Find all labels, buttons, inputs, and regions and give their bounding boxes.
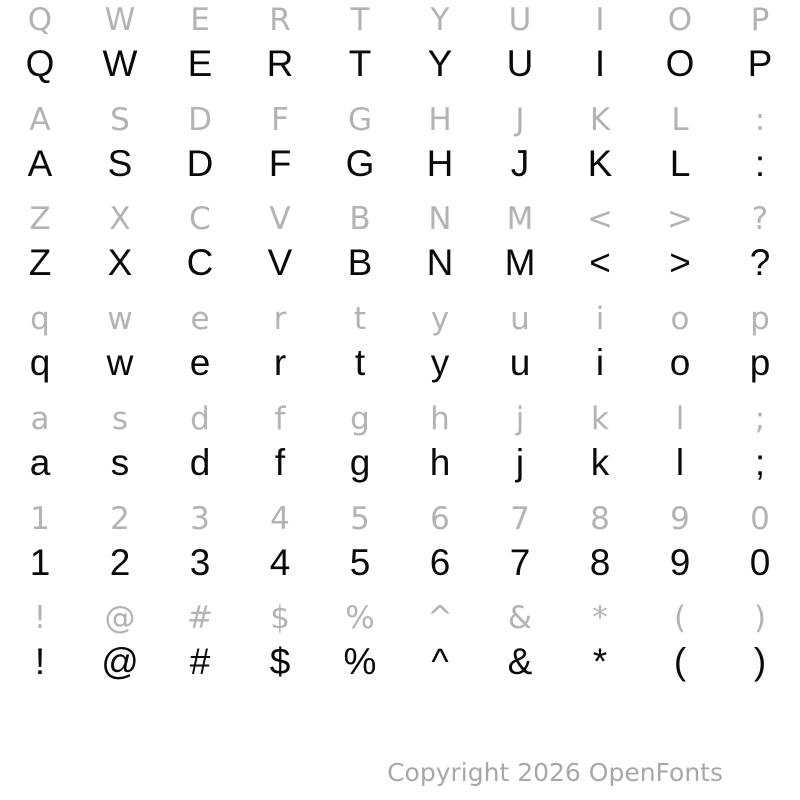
glyph-cell: > xyxy=(667,201,693,238)
glyph-cell: r xyxy=(273,301,287,338)
glyph-row-pair-uppercase-asdf xyxy=(0,100,800,200)
glyph-cell: L xyxy=(671,101,689,138)
glyph-cell: ! xyxy=(34,641,46,683)
glyph-cell: & xyxy=(507,641,533,683)
copyright-text: Copyright 2026 OpenFonts xyxy=(387,758,723,787)
glyph-cell: B xyxy=(349,201,371,238)
glyph-cell: X xyxy=(107,242,133,284)
glyph-cell: C xyxy=(189,201,211,238)
gray-glyph-row-symbols xyxy=(0,600,800,637)
glyph-row-pair-lowercase-asdf xyxy=(0,399,800,499)
black-glyph-row-symbols xyxy=(0,641,800,683)
glyph-cell: w xyxy=(107,301,133,338)
glyph-row-pair-symbols xyxy=(0,598,800,698)
glyph-cell: Y xyxy=(427,43,453,84)
glyph-cell: e xyxy=(189,342,211,384)
glyph-cell: 9 xyxy=(670,500,690,537)
glyph-cell: F xyxy=(271,101,289,138)
glyph-cell: 2 xyxy=(109,541,131,583)
glyph-cell: k xyxy=(590,441,610,483)
glyph-cell: q xyxy=(30,301,50,338)
black-glyph-row-uppercase-asdf xyxy=(0,142,800,184)
glyph-cell: ! xyxy=(33,600,47,637)
glyph-cell: 4 xyxy=(270,500,290,537)
glyph-cell: o xyxy=(669,342,691,384)
glyph-cell: K xyxy=(587,142,613,184)
glyph-cell: 5 xyxy=(349,541,371,583)
glyph-cell: G xyxy=(347,101,373,138)
glyph-cell: E xyxy=(190,2,210,38)
glyph-cell: ( xyxy=(673,641,687,683)
glyph-cell: W xyxy=(104,2,136,38)
glyph-cell: < xyxy=(589,242,611,284)
glyph-cell: 2 xyxy=(110,500,130,537)
glyph-cell: u xyxy=(510,301,530,338)
glyph-cell: U xyxy=(506,43,534,84)
glyph-cell: ; xyxy=(754,400,766,437)
glyph-cell: 4 xyxy=(269,541,291,583)
glyph-cell: S xyxy=(110,101,130,138)
glyph-cell: ( xyxy=(673,600,687,637)
gray-glyph-row-lowercase-qwerty xyxy=(0,301,800,338)
glyph-cell: 7 xyxy=(509,541,531,583)
glyph-cell: J xyxy=(515,101,525,138)
glyph-cell: ) xyxy=(753,641,767,683)
glyph-cell: Z xyxy=(28,242,52,284)
glyph-cell: f xyxy=(274,441,286,483)
glyph-cell: 3 xyxy=(189,541,211,583)
glyph-cell: T xyxy=(348,43,372,84)
glyph-cell: L xyxy=(669,142,691,184)
glyph-cell: N xyxy=(426,242,454,284)
glyph-cell: < xyxy=(587,201,613,238)
glyph-cell: M xyxy=(504,242,536,284)
glyph-row-pair-lowercase-qwerty xyxy=(0,299,800,399)
glyph-cell: @ xyxy=(104,600,136,637)
glyph-cell: K xyxy=(589,101,611,138)
glyph-cell: 8 xyxy=(590,500,610,537)
glyph-cell: ; xyxy=(754,441,766,483)
glyph-cell: V xyxy=(267,242,293,284)
glyph-cell: # xyxy=(187,600,213,637)
glyph-cell: I xyxy=(595,2,605,38)
glyph-cell: B xyxy=(347,242,373,284)
glyph-cell: : xyxy=(754,142,766,184)
gray-glyph-row-uppercase-asdf xyxy=(0,101,800,138)
glyph-cell: y xyxy=(430,342,450,384)
glyph-cell: j xyxy=(515,400,525,437)
glyph-cell: 6 xyxy=(429,541,451,583)
glyph-cell: R xyxy=(266,43,294,84)
glyph-cell: F xyxy=(268,142,292,184)
glyph-cell: V xyxy=(269,201,291,238)
glyph-cell: U xyxy=(508,2,532,38)
glyph-cell: O xyxy=(667,2,693,38)
glyph-cell: g xyxy=(349,441,371,483)
glyph-cell: ? xyxy=(749,242,771,284)
glyph-cell: $ xyxy=(269,641,291,683)
glyph-cell: N xyxy=(428,201,452,238)
glyph-cell: I xyxy=(594,43,606,84)
glyph-cell: J xyxy=(510,142,530,184)
glyph-cell: X xyxy=(109,201,131,238)
glyph-cell: A xyxy=(27,142,53,184)
black-glyph-row-uppercase-qwerty xyxy=(0,45,800,82)
glyph-cell: Q xyxy=(27,2,53,38)
glyph-cell: o xyxy=(670,301,690,338)
glyph-cell: h xyxy=(429,441,451,483)
glyph-cell: P xyxy=(750,2,770,38)
glyph-cell: ^ xyxy=(427,600,453,637)
glyph-cell: H xyxy=(428,101,452,138)
glyph-cell: R xyxy=(269,2,291,38)
glyph-cell: f xyxy=(274,400,286,437)
black-glyph-row-uppercase-zxcv xyxy=(0,242,800,284)
glyph-cell: % xyxy=(343,641,377,683)
gray-glyph-row-uppercase-qwerty xyxy=(0,2,800,38)
glyph-cell: 6 xyxy=(430,500,450,537)
glyph-cell: Y xyxy=(430,2,450,38)
glyph-cell: p xyxy=(750,301,770,338)
glyph-cell: ^ xyxy=(431,641,449,683)
glyph-cell: k xyxy=(591,400,609,437)
glyph-cell: u xyxy=(509,342,531,384)
glyph-row-pair-uppercase-zxcv xyxy=(0,199,800,299)
glyph-cell: l xyxy=(675,400,685,437)
glyph-cell: @ xyxy=(101,641,139,683)
glyph-cell: w xyxy=(106,342,134,384)
glyph-cell: 0 xyxy=(749,541,771,583)
gray-glyph-row-uppercase-zxcv xyxy=(0,201,800,238)
glyph-cell: H xyxy=(426,142,454,184)
glyph-cell: 8 xyxy=(589,541,611,583)
glyph-cell: W xyxy=(102,43,138,84)
glyph-cell: & xyxy=(507,600,533,637)
glyph-cell: Z xyxy=(29,201,51,238)
glyph-cell: g xyxy=(350,400,370,437)
glyph-cell: D xyxy=(188,101,212,138)
glyph-cell: A xyxy=(29,101,51,138)
glyph-cell: t xyxy=(353,301,367,338)
glyph-cell: j xyxy=(515,441,525,483)
glyph-cell: ? xyxy=(751,201,769,238)
glyph-cell: h xyxy=(430,400,450,437)
glyph-cell: O xyxy=(665,43,695,84)
glyph-cell: a xyxy=(29,441,51,483)
gray-glyph-row-digits xyxy=(0,500,800,537)
glyph-cell: s xyxy=(110,441,130,483)
black-glyph-row-digits xyxy=(0,541,800,583)
glyph-cell: D xyxy=(186,142,214,184)
glyph-cell: # xyxy=(189,641,211,683)
glyph-cell: 5 xyxy=(350,500,370,537)
glyph-cell: S xyxy=(107,142,133,184)
glyph-cell: * xyxy=(592,641,608,683)
glyph-cell: P xyxy=(747,43,773,84)
black-glyph-row-lowercase-qwerty xyxy=(0,342,800,384)
glyph-cell: p xyxy=(749,342,771,384)
glyph-cell: e xyxy=(190,301,210,338)
glyph-cell: E xyxy=(187,43,213,84)
glyph-cell: C xyxy=(186,242,214,284)
glyph-cell: s xyxy=(111,400,129,437)
glyph-cell: 7 xyxy=(510,500,530,537)
glyph-cell: a xyxy=(30,400,50,437)
glyph-cell: $ xyxy=(270,600,290,637)
gray-glyph-row-lowercase-asdf xyxy=(0,400,800,437)
glyph-cell: i xyxy=(595,301,605,338)
glyph-cell: % xyxy=(345,600,375,637)
glyph-cell: 3 xyxy=(190,500,210,537)
glyph-cell: Q xyxy=(25,43,55,84)
glyph-cell: 1 xyxy=(29,541,51,583)
glyph-cell: i xyxy=(595,342,605,384)
glyph-cell: r xyxy=(273,342,287,384)
glyph-cell: d xyxy=(189,441,211,483)
glyph-cell: 1 xyxy=(30,500,50,537)
glyph-cell: ) xyxy=(753,600,767,637)
glyph-cell: q xyxy=(29,342,51,384)
glyph-cell: T xyxy=(350,2,370,38)
glyph-cell: : xyxy=(754,101,766,138)
glyph-cell: d xyxy=(190,400,210,437)
glyph-row-pair-digits xyxy=(0,499,800,599)
glyph-cell: > xyxy=(669,242,691,284)
glyph-cell: y xyxy=(430,301,450,338)
glyph-row-pair-uppercase-qwerty xyxy=(0,0,800,100)
glyph-cell: * xyxy=(592,600,608,637)
glyph-cell: l xyxy=(675,441,685,483)
glyph-cell: t xyxy=(354,342,366,384)
black-glyph-row-lowercase-asdf xyxy=(0,441,800,483)
glyph-cell: 0 xyxy=(750,500,770,537)
glyph-cell: G xyxy=(345,142,375,184)
glyph-cell: M xyxy=(506,201,534,238)
glyph-cell: 9 xyxy=(669,541,691,583)
